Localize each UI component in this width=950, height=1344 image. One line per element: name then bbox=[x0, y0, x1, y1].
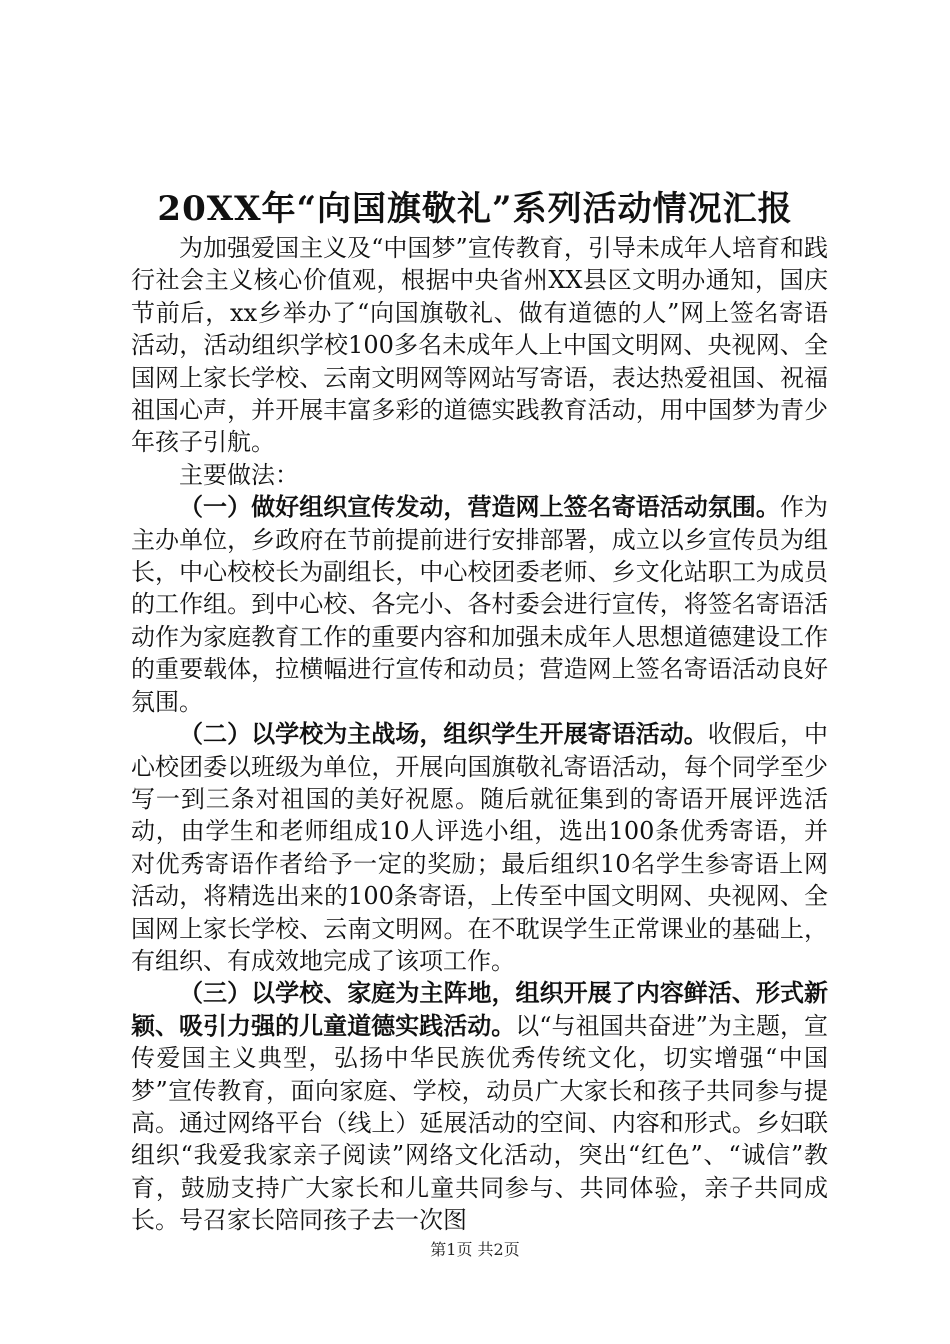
page-footer: 第1页 共2页 bbox=[430, 1240, 520, 1259]
methods-label: 主要做法： bbox=[179, 460, 299, 489]
section-text-3: 以“与祖国共奋进”为主题，宣传爱国主义典型，弘扬中华民族优秀传统文化，切实增强“中国梦”宣传教育，面向家庭、学校，动员广大家长和孩子共同参与提高。通过网络平台（线上）延展活动的空间、内容和形式。乡妇联组织“我爱我家亲子阅读”网络文化活动，突出“红色”、“诚信”教育，鼓励支持广大家长和儿童共同参与、共同体验，亲子共同成长。号召家长陪同孩子去一次图 bbox=[131, 1011, 828, 1235]
section-heading-1: （一）做好组织宣传发动，营造网上签名寄语活动氛围。 bbox=[179, 492, 780, 522]
section-paragraph-3 bbox=[131, 977, 828, 1236]
section-heading-3: （三）以学校、家庭为主阵地，组织开展了内容鲜活、形式新颖、吸引力强的儿童道德实践活动。 bbox=[131, 978, 828, 1040]
section-text-1: 作为主办单位，乡政府在节前提前进行安排部署，成立以乡宣传员为组长，中心校校长为副组长，中心校团委老师、乡文化站职工为成员的工作组。到中心校、各完小、各村委会进行宣传，将签名寄语活动作为家庭教育工作的重要内容和加强未成年人思想道德建设工作的重要载体，拉横幅进行宣传和动员；营造网上签名寄语活动良好氛围。 bbox=[131, 493, 829, 716]
document-title: 20XX年“向国旗敬礼”系列活动情况汇报 bbox=[157, 189, 793, 229]
section-paragraph-2 bbox=[131, 718, 828, 977]
intro-paragraph: 为加强爱国主义及“中国梦”宣传教育，引导未成年人培育和践行社会主义核心价值观，根据中央省州XX县区文明办通知，国庆节前后，xx乡举办了“向国旗敬礼、做有道德的人”网上签名寄语活动，活动组织学校100多名未成年人上中国文明网、央视网、全国网上家长学校、云南文明网等网站写寄语，表达热爱祖国、祝福祖国心声，并开展丰富多彩的道德实践教育活动，用中国梦为青少年孩子引航。 bbox=[131, 234, 828, 457]
section-paragraph-1 bbox=[131, 491, 828, 718]
document-body bbox=[131, 232, 828, 1237]
section-text-2: 收假后，中心校团委以班级为单位，开展向国旗敬礼寄语活动，每个同学至少写一到三条对祖国的美好祝愿。随后就征集到的寄语开展评选活动，由学生和老师组成10人评选小组，选出100条优秀寄语，并对优秀寄语作者给予一定的奖励；最后组织10名学生参寄语上网活动，将精选出来的100条寄语，上传至中国文明网、央视网、全国网上家长学校、云南文明网。在不耽误学生正常课业的基础上，有组织、有成效地完成了该项工作。 bbox=[131, 720, 829, 975]
section-heading-2: （二）以学校为主战场，组织学生开展寄语活动。 bbox=[179, 719, 708, 749]
